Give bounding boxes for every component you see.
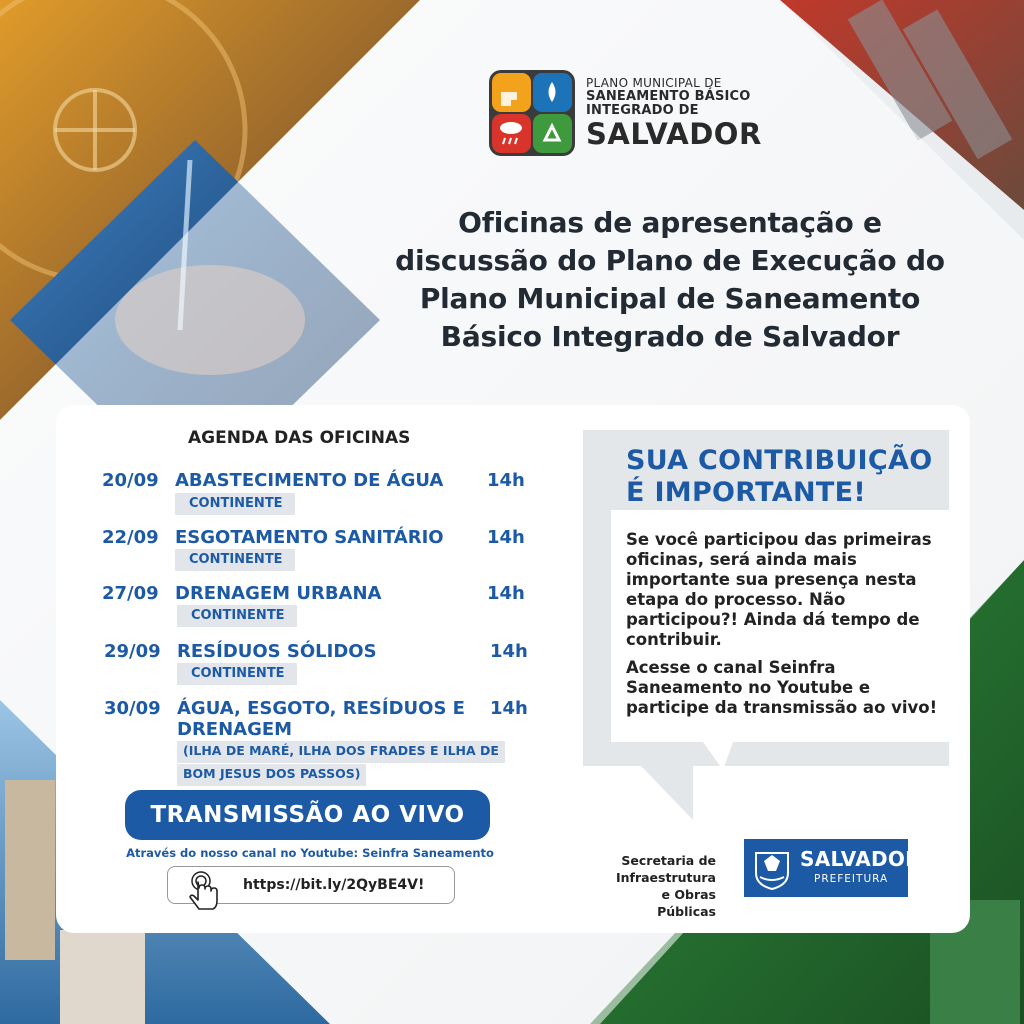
hand-pointer-icon: [186, 870, 226, 916]
session-2-date: 22/09: [102, 527, 159, 548]
contribution-title-line1: SUA CONTRIBUIÇÃO: [626, 445, 933, 476]
session-5-title-line2: DRENAGEM: [177, 719, 293, 740]
plan-logo: [489, 70, 769, 162]
prefeitura-name: SALVADOR: [800, 847, 921, 871]
headline-line1: Oficinas de apresentação e: [458, 206, 882, 239]
secretaria-line3: e Obras Públicas: [657, 887, 716, 919]
headline-line2: discussão do Plano de Execução do: [395, 244, 945, 277]
session-5-date: 30/09: [104, 698, 161, 719]
session-3-time: 14h: [487, 583, 525, 604]
contribution-paragraph1: Se você participou das primeiras oficinas, será ainda mais importante sua presença nesta etapa do processo. Não participou?! Ainda dá tempo de contribuir.: [626, 530, 932, 649]
live-stream-subtitle: Através do nosso canal no Youtube: Seinfra Saneamento: [126, 846, 494, 860]
contribution-paragraph2: Acesse o canal Seinfra Saneamento no Youtube e participe da transmissão ao vivo!: [626, 658, 938, 717]
session-5-tag-line2: BOM JESUS DOS PASSOS): [177, 764, 366, 786]
session-5-title-line1: ÁGUA, ESGOTO, RESÍDUOS E: [177, 698, 465, 719]
session-4-date: 29/09: [104, 641, 161, 662]
session-2-title: ESGOTAMENTO SANITÁRIO: [175, 527, 444, 548]
logo-line4: SALVADOR: [586, 117, 762, 151]
secretaria-label: [600, 852, 716, 920]
secretaria-line2: Infraestrutura: [615, 870, 716, 885]
session-1-title: ABASTECIMENTO DE ÁGUA: [175, 470, 444, 491]
headline: [330, 204, 1010, 356]
contribution-title: [626, 445, 932, 509]
headline-line3: Plano Municipal de Saneamento: [419, 282, 921, 315]
session-3-title: DRENAGEM URBANA: [175, 583, 382, 604]
secretaria-line1: Secretaria de: [621, 853, 716, 868]
session-3-tag: CONTINENTE: [177, 605, 297, 627]
prefeitura-subtitle: PREFEITURA: [814, 873, 889, 885]
session-3-date: 27/09: [102, 583, 159, 604]
session-5-tag-line1: (ILHA DE MARÉ, ILHA DOS FRADES E ILHA DE: [177, 741, 505, 763]
logo-line1: PLANO MUNICIPAL DE: [586, 76, 722, 90]
session-4-tag: CONTINENTE: [177, 663, 297, 685]
session-1-tag: CONTINENTE: [175, 493, 295, 515]
logo-line3: INTEGRADO DE: [586, 103, 699, 118]
city-crest-icon: [752, 845, 792, 891]
headline-line4: Básico Integrado de Salvador: [440, 320, 900, 353]
session-4-title: RESÍDUOS SÓLIDOS: [177, 641, 377, 662]
session-4-time: 14h: [490, 641, 528, 662]
agenda-title: AGENDA DAS OFICINAS: [188, 428, 411, 448]
session-2-time: 14h: [487, 527, 525, 548]
contribution-body: [626, 530, 946, 726]
stream-link[interactable]: https://bit.ly/2QyBE4V!: [243, 877, 425, 893]
prefeitura-logo: [744, 839, 921, 897]
session-1-date: 20/09: [102, 470, 159, 491]
logo-line2: SANEAMENTO BÁSICO: [586, 89, 751, 104]
live-stream-button[interactable]: TRANSMISSÃO AO VIVO: [125, 790, 490, 840]
contribution-title-line2: É IMPORTANTE!: [626, 477, 866, 508]
session-1-time: 14h: [487, 470, 525, 491]
session-5-time: 14h: [490, 698, 528, 719]
plan-logo-icon: [489, 70, 575, 156]
session-2-tag: CONTINENTE: [175, 549, 295, 571]
